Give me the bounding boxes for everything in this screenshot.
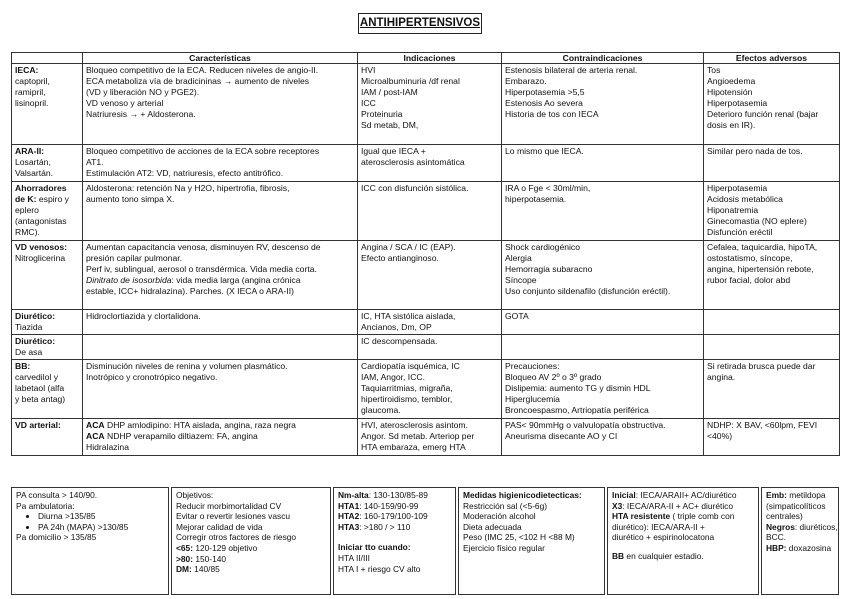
indicaciones-ahorradores: ICC con disfunción sistólica. <box>358 182 502 241</box>
indicaciones-asa: IC descompensada. <box>358 335 502 360</box>
indicaciones-ieca: HVI Microalbuminuria /df renal IAM / post-IAM ICC Proteinuria Sd metab, DM, <box>358 64 502 145</box>
indicaciones-vd-arterial: HVI, aterosclerosis asintom. Angor. Sd metab. Arteriop per HTA embaraza, emerg HTA <box>358 419 502 456</box>
efectos-bb: Si retirada brusca puede dar angina. <box>704 360 840 419</box>
table-row <box>12 360 840 419</box>
efectos-vd-venosos: Cefalea, taquicardia, hipoTA, ostostatismo, síncope, angina, hipertensión rebote, rubor facial, dolor abd <box>704 241 840 310</box>
indicaciones-vd-venosos: Angina / SCA / IC (EAP). Efecto antianginoso. <box>358 241 502 310</box>
page-title: ANTIHIPERTENSIVOS <box>358 13 482 34</box>
table-row <box>12 241 840 310</box>
table-row <box>12 145 840 182</box>
header-indicaciones: Indicaciones <box>358 53 502 64</box>
header-contraindicaciones: Contraindicaciones <box>502 53 704 64</box>
contraindicaciones-vd-venosos: Shock cardiogénico Alergia Hemorragia subaracno Síncope Uso conjunto sildenafilo (disfunción eréctil). <box>502 241 704 310</box>
drug-cell-vd-venosos: VD venosos: Nitroglicerina <box>12 241 83 310</box>
table-row <box>12 335 840 360</box>
efectos-vd-arterial: NDHP: X BAV, <60lpm, FEVI <40%) <box>704 419 840 456</box>
contraindicaciones-tiazida: GOTA <box>502 310 704 335</box>
medidas-box: Medidas higienicodietecticas: Restricción sal (<5-6g) Moderación alcohol Dieta adecuada Peso (IMC 25, <102 H <88 M) Ejercicio físico regular <box>458 487 605 595</box>
contraindicaciones-ieca: Estenosis bilateral de arteria renal. Embarazo. Hiperpotasemia >5,5 Estenosis Ao severa Historia de tos con IECA <box>502 64 704 145</box>
caracteristicas-vd-venosos: Aumentan capacitancia venosa, disminuyen RV, descenso de presión capilar pulmonar. Perf iv, sublingual, aerosol o transdérmica. Vida media corta. Dinitrato de isosorbida: vida media larga (angina crónica estable, ICC+ hidralazina). Parches. (X IECA o ARA-II) <box>83 241 358 310</box>
contraindicaciones-ahorradores: IRA o Fge < 30ml/min, hiperpotasemia. <box>502 182 704 241</box>
pa-box: PA consulta > 140/90. Pa ambulatoria: • Diurna >135/85 • PA 24h (MAPA) >130/85 Pa domicilio > 135/85 <box>11 487 169 595</box>
table-header-row <box>12 53 840 64</box>
efectos-ahorradores: Hiperpotasemia Acidosis metabólica Hiponatremia Ginecomastia (NO eplere) Disfunción eréctil <box>704 182 840 241</box>
contraindicaciones-bb: Precauciones: Bloqueo AV 2º o 3º grado Dislipemia: aumento TG y dismin HDL Hiperglucemia Broncoespasmo, Artriopatía periférica <box>502 360 704 419</box>
table-row <box>12 182 840 241</box>
contraindicaciones-vd-arterial: PAS< 90mmHg o valvulopatía obstructiva. Aneurisma disecante AO y CI <box>502 419 704 456</box>
table-row <box>12 419 840 456</box>
list-item: • PA 24h (MAPA) >130/85 <box>38 522 164 533</box>
caracteristicas-ahorradores: Aldosterona: retención Na y H2O, hipertrofia, fibrosis, aumento tono simpa X. <box>83 182 358 241</box>
drug-cell-ara: ARA-II: Losartán, Valsartán. <box>12 145 83 182</box>
header-caracteristicas: Características <box>83 53 358 64</box>
caracteristicas-tiazida: Hidroclortiazida y clortalidona. <box>83 310 358 335</box>
contraindicaciones-ara: Lo mismo que IECA. <box>502 145 704 182</box>
drug-cell-diuretico-asa: Diurético: De asa <box>12 335 83 360</box>
drug-cell-ahorradores: Ahorradores de K: espiro y eplero (antagonistas RMC). <box>12 182 83 241</box>
efectos-tiazida <box>704 310 840 335</box>
drug-cell-diuretico-tiazida: Diurético: Tiazida <box>12 310 83 335</box>
summary-boxes <box>11 487 839 595</box>
table-row <box>12 64 840 145</box>
indicaciones-ara: Igual que IECA + aterosclerosis asintomática <box>358 145 502 182</box>
efectos-asa <box>704 335 840 360</box>
poblaciones-box: Emb: metildopa (simpaticolíticos centrales) Negros: diuréticos, BCC. HBP: doxazosina <box>761 487 839 595</box>
efectos-ieca: Tos Angioedema Hipotensión Hiperpotasemia Deterioro función renal (bajar dosis en IR). <box>704 64 840 145</box>
header-efectos: Efectos adversos <box>704 53 840 64</box>
drug-cell-vd-arterial: VD arterial: <box>12 419 83 456</box>
drug-cell-ieca: IECA: captopril, ramipril, lisinopril. <box>12 64 83 145</box>
caracteristicas-ara: Bloqueo competitivo de acciones de la ECA sobre receptores AT1. Estimulación AT2: VD, natriuresis, efecto antitrófico. <box>83 145 358 182</box>
drug-cell-bb: BB: carvedilol y labetaol (alfa y beta antag) <box>12 360 83 419</box>
caracteristicas-asa <box>83 335 358 360</box>
objetivos-box: Objetivos: Reducir morbimortalidad CV Evitar o revertir lesiones vascu Mejorar calidad de vida Corregir otros factores de riesgo <65: 120-129 objetivo >80: 150-140 DM: 140/85 <box>171 487 331 595</box>
caracteristicas-vd-arterial: ACA DHP amlodipino: HTA aislada, angina, raza negra ACA NDHP verapamilo diltiazem: FA, angina Hidralazina <box>83 419 358 456</box>
header-drug <box>12 53 83 64</box>
efectos-ara: Similar pero nada de tos. <box>704 145 840 182</box>
tratamiento-box: Inicial: IECA/ARAII+ AC/diurético X3: IECA/ARA-II + AC+ diurético HTA resistente ( triple comb con diurético): IECA/ARA-II + diurético + espirinolocatona BB en cualquier estadio. <box>607 487 759 595</box>
caracteristicas-bb: Disminución niveles de renina y volumen plasmático. Inotrópico y cronotrópico negativo. <box>83 360 358 419</box>
table-row <box>12 310 840 335</box>
pa-bullet-list <box>16 511 164 532</box>
caracteristicas-ieca: Bloqueo competitivo de la ECA. Reducen niveles de angio-II. ECA metaboliza vía de bradicininas → aumento de niveles (VD y liberación NO y PGE2). VD venoso y arterial Natriuresis → + Aldosterona. <box>83 64 358 145</box>
contraindicaciones-asa <box>502 335 704 360</box>
indicaciones-bb: Cardiopatía isquémica, IC IAM, Angor, ICC. Taquiarritmias, migraña, hipertiroidismo, temblor, glaucoma. <box>358 360 502 419</box>
clasificacion-box: Nm-alta: 130-130/85-89 HTA1: 140-159/90-99 HTA2: 160-179/100-109 HTA3: >180 / > 110 Iniciar tto cuando: HTA II/III HTA I + riesgo CV alto <box>333 487 456 595</box>
list-item: • Diurna >135/85 <box>38 511 164 522</box>
antihypertensives-table <box>11 52 840 456</box>
indicaciones-tiazida: IC, HTA sistólica aislada, Ancianos, Dm, OP <box>358 310 502 335</box>
